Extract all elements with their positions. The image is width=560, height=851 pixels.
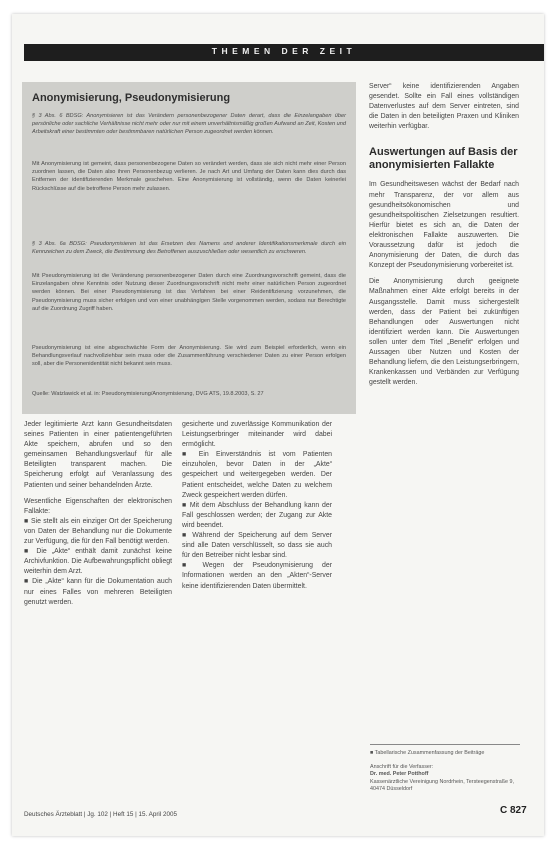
bullet-item: ■ Sie stellt als ein einziger Ort der Speicherung von Daten der Behandlung nur die Dokumente zur Verfügung, die für den Fall benötigt werden. [24,517,173,546]
bullet-text: Mit dem Abschluss der Behandlung kann der Fall geschlossen werden; der Zugang zur Akte wird beendet. [182,501,332,529]
section-title: THEMEN DER ZEIT [211,46,357,56]
middle-column [182,420,332,592]
bullet-text: Sie stellt als ein einziger Ort der Speicherung von Daten der Behandlung nur die Dokumente zur Verfügung, die für den Fall benötigt werden. [24,517,173,546]
box-paragraph-4: Mit Pseudonymisierung ist die Veränderung personenbezogener Daten durch eine Zuordnungsvorschrift gemeint, dass die Einzelangaben ohne Kenntnis oder Nutzung dieser Zuordnungsvorschrift nicht mehr einer natürlichen Person zugeordnet werden können. Bei einer Pseudonymisierung ist das Verfahren bei einer Reidentifizierung vorzunehmen, die Pseudonymisierung muss sicher erfolgen und von einer unabhängigen Stelle vorgenommen werden, sodass nur Berechtigte auf die Zuordnung Zugriff haben. [32,273,346,312]
left-paragraph-2: Wesentliche Eigenschaften der elektronischen Fallakte: [24,497,172,515]
bullet-item: ■ Die „Akte“ enthält damit zunächst keine Archivfunktion. Die Aufbewahrungspflicht obliegt weiterhin dem Arzt. [24,548,172,576]
bullet-text: Während der Speicherung auf dem Server sind alle Daten verschlüsselt, so dass sie auch für den Betreiber nicht lesbar sind. [182,532,333,560]
note-author: Dr. med. Peter Potthoff [370,771,429,777]
box-paragraph-1: § 3 Abs. 6 BDSG: Anonymisieren ist das Verändern personenbezogener Daten derart, dass die Einzelangaben über persönliche oder sachliche Verhältnisse nicht mehr oder nur mit einem unverhältnismäßig großen Aufwand an Zeit, Kosten und Arbeitskraft einer bestimmten oder bestimmbaren natürlichen Person zugeordnet werden können. [32,113,346,136]
left-paragraph-1: Jeder legitimierte Arzt kann Gesundheitsdaten seines Patienten in einer patientengeführten Akte speichern, abrufen und so den gemeinsamen Behandlungsverlauf für alle Beteiligten transparent machen. Die Speicherung erfolgt auf Veranlassung des Patienten und seiner behandelnden Ärzte. [24,421,172,489]
bullet-text: Die „Akte“ kann für die Dokumentation auch nur eines Falles von mehreren Beteiligten genutzt werden. [24,578,172,606]
section-heading: Auswertungen auf Basis der anonymisierten Fallakte [369,146,518,172]
bullet-item: ■ Mit dem Abschluss der Behandlung kann der Fall geschlossen werden; der Zugang zur Akte wird beendet. [182,501,332,529]
page-footer: Deutsches Ärzteblatt | Jg. 102 | Heft 15 | 15. April 2005 [24,811,177,818]
box-paragraph-2: Mit Anonymisierung ist gemeint, dass personenbezogene Daten so verändert werden, dass sie sich nicht mehr einer Person zuordnen lassen, die Daten also ihren Personenbezug verlieren. Je nach Art und Umfang der Daten kann dies durch das Entfernen der identifizierenden Merkmale geschehen. Eine Anonymisierung ist vollständig, wenn die Daten keinerlei Rückschlüsse auf die betroffene Person mehr zulassen. [32,161,346,192]
bullet-text: Ein Einverständnis ist vom Patienten einzuholen, bevor Daten in der „Akte“ gespeichert und weitergegeben werden. Der Patient entscheidet, welche Daten zu welchem Zweck gespeichert werden dürfen. [182,451,333,499]
bullet-item: ■ Die „Akte“ kann für die Dokumentation auch nur eines Falles von mehreren Beteiligten genutzt werden. [24,578,172,606]
bullet-text: Die „Akte“ enthält damit zunächst keine Archivfunktion. Die Aufbewahrungspflicht obliegt weiterhin dem Arzt. [24,548,172,576]
right-paragraph-3: Die Anonymisierung durch geeignete Maßnahmen einer Akte erfolgt bereits in der Ausgangsstelle. Damit muss sichergestellt werden, dass der Patient bei zukünftigen Behandlungen oder Auswertungen nicht identifiziert werden kann. Die Auswertungen sollen unter dem Titel „Benefit“ erfolgen und Aussagen über Nutzen und Kosten der Behandlung liefern, die den Leistungserbringern, Krankenkassen und Verbänden zur Verfügung gestellt werden. [369,278,519,387]
bullet-item: ■ Wegen der Pseudonymisierung der Informationen werden an den „Akten“-Server keine identifizierenden Daten übermittelt. [182,562,333,590]
author-notes [370,750,520,794]
right-paragraph-1: Server“ keine identifizierenden Angaben gesendet. Sollte ein Fall eines vollständigen Datenverlustes auf dem Server eintreten, sind die Daten in den beteiligten Praxen und Kliniken weiterhin verfügbar. [369,83,519,131]
notes-divider [370,744,520,745]
bullet-item: ■ Während der Speicherung auf dem Server sind alle Daten verschlüsselt, so dass sie auch für den Betreiber nicht lesbar sind. [182,532,333,560]
left-column [24,420,172,608]
note-address-label: Anschrift für die Verfasser: [370,763,434,770]
section-band [24,44,544,61]
note-summary-text: Tabellarische Zusammenfassung der Beiträge [374,750,485,756]
bullet-text: Wegen der Pseudonymisierung der Informationen werden an den „Akten“-Server keine identifizierenden Daten übermittelt. [182,562,333,590]
right-paragraph-2: Im Gesundheitswesen wächst der Bedarf nach mehr Transparenz, der vor allem aus gesundheitsökonomischen und gesundheitspolitischen Zielsetzungen resultiert. Hierfür bietet es sich an, die Daten der elektronischen Fallakte auszuwerten. Die Voraussetzung dafür ist jedoch die Anonymisierung der Daten, die durch das Konzept der Pseudonymisierung vorbereitet ist. [369,181,519,270]
mid-paragraph-1: gesicherte und zuverlässige Kommunikation der Leistungserbringer miteinander wird dabei ermöglicht. [182,421,332,449]
box-paragraph-5: Pseudonymisierung ist eine abgeschwächte Form der Anonymisierung. Sie wird zum Beispiel erforderlich, wenn ein Behandlungsverlauf nachvollziehbar sein muss oder die Zusammenführung verschiedener Daten zu einer Person erfolgen soll, aber die Personenidentität nicht bekannt sein muss. [32,345,346,368]
box-paragraph-3: § 3 Abs. 6a BDSG: Pseudonymisieren ist das Ersetzen des Namens und anderer Identifikationsmerkmale durch ein Kennzeichen zu dem Zweck, die Bestimmung des Betroffenen auszuschließen oder wesentlich zu erschweren. [32,241,346,256]
box-source: Quelle: Watzlawick et al. in: Pseudonymisierung/Anonymisierung, DVG ATS, 19.8.2003, S. 27 [32,391,264,397]
note-address: Kassenärztliche Vereinigung Nordrhein, Tersteegenstraße 9, 40474 Düsseldorf [370,778,515,792]
note-summary: ■ Tabellarische Zusammenfassung der Beiträge [370,750,485,756]
bullet-item: ■ Ein Einverständnis ist vom Patienten einzuholen, bevor Daten in der „Akte“ gespeichert und weitergegeben werden. Der Patient entscheidet, welche Daten zu welchem Zweck gespeichert werden dürfen. [182,451,333,499]
definition-box [22,82,356,414]
box-title: Anonymisierung, Pseudonymisierung [32,92,231,104]
page-number: C 827 [500,805,527,816]
right-column [369,82,519,388]
